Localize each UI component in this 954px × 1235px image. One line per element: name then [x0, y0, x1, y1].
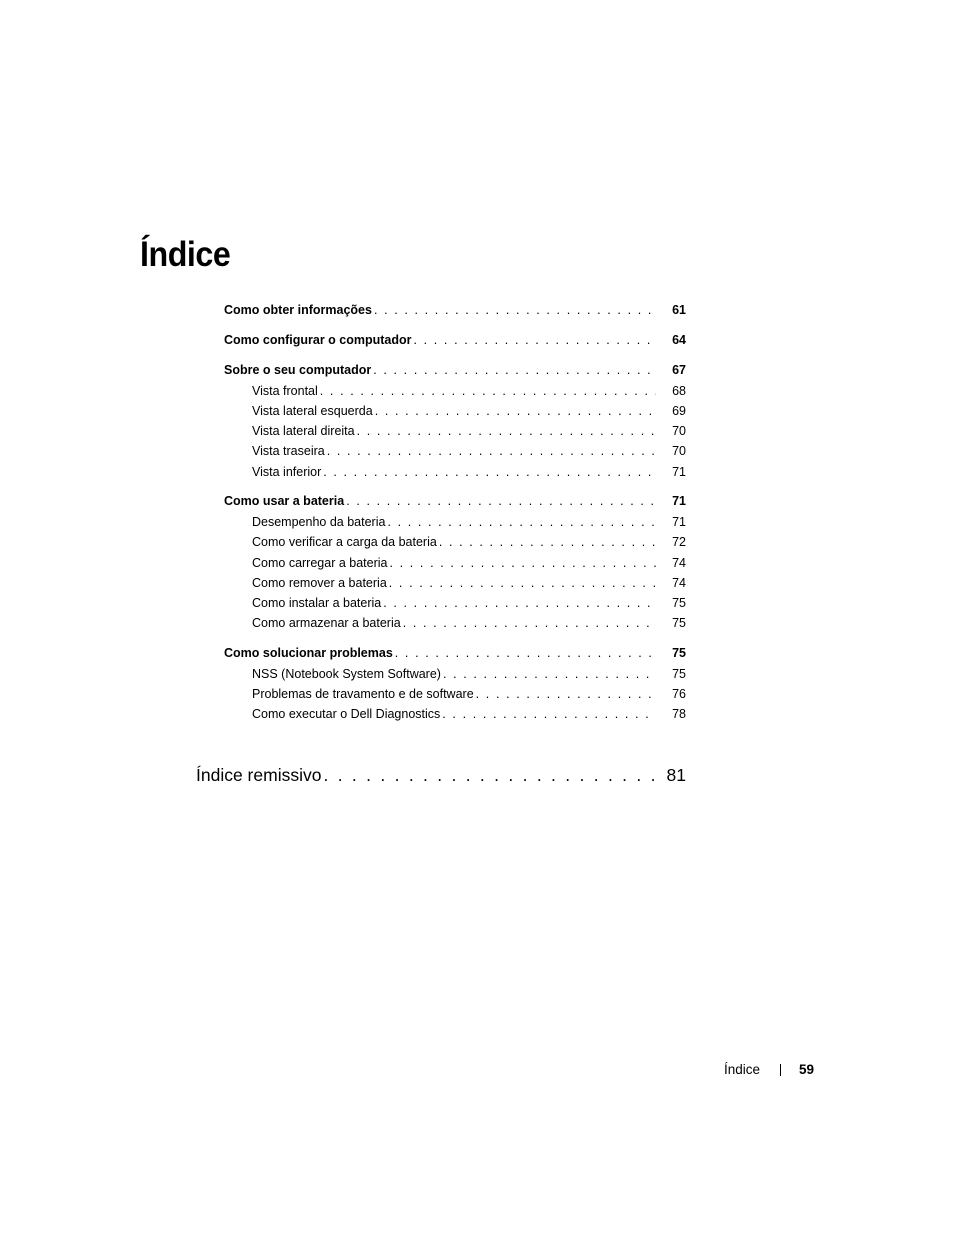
toc-entry-page: 78	[672, 707, 686, 722]
dot-leader	[320, 384, 656, 398]
toc-entry-page: 72	[672, 535, 686, 550]
toc-entry-label: Como armazenar a bateria	[252, 616, 401, 631]
toc-entry[interactable]	[224, 646, 686, 667]
toc-entry-page: 75	[672, 616, 686, 631]
dot-leader	[346, 494, 656, 508]
toc-entry[interactable]	[224, 616, 686, 636]
toc-entry-label: Vista inferior	[252, 464, 322, 479]
toc-entry-label: Desempenho da bateria	[252, 514, 386, 529]
toc-entry-page: 76	[672, 687, 686, 702]
toc-entry-page: 81	[666, 765, 686, 785]
dot-leader	[323, 765, 658, 786]
table-of-contents	[224, 303, 686, 728]
dot-leader	[357, 424, 656, 438]
toc-entry[interactable]	[224, 707, 686, 727]
toc-entry-page: 75	[672, 596, 686, 611]
toc-entry-index[interactable]	[196, 765, 686, 786]
dot-leader	[476, 687, 656, 701]
toc-entry-label: Vista lateral esquerda	[252, 403, 373, 418]
dot-leader	[327, 444, 656, 458]
toc-entry[interactable]	[224, 515, 686, 535]
footer-divider	[780, 1064, 781, 1076]
toc-entry-label: Vista frontal	[252, 383, 318, 398]
toc-entry-label: Sobre o seu computador	[224, 363, 372, 377]
toc-entry-page: 70	[672, 444, 686, 459]
toc-entry-label: Índice remissivo	[196, 765, 322, 785]
toc-entry-label: Problemas de travamento e de software	[252, 687, 474, 702]
toc-entry[interactable]	[224, 687, 686, 707]
toc-entry-page: 71	[672, 464, 686, 479]
toc-entry-label: Como configurar o computador	[224, 333, 412, 347]
dot-leader	[383, 596, 656, 610]
page-footer	[700, 1062, 814, 1077]
dot-leader	[395, 646, 656, 660]
toc-entry-page: 71	[672, 514, 686, 529]
dot-leader	[389, 556, 656, 570]
toc-entry[interactable]	[224, 535, 686, 555]
toc-entry[interactable]	[224, 363, 686, 384]
dot-leader	[443, 667, 656, 681]
toc-entry-label: Vista traseira	[252, 444, 325, 459]
toc-entry-label: Como carregar a bateria	[252, 555, 388, 570]
dot-leader	[439, 535, 656, 549]
toc-entry[interactable]	[224, 424, 686, 444]
dot-leader	[374, 303, 656, 317]
toc-entry-page: 75	[672, 646, 686, 661]
toc-entry[interactable]	[224, 556, 686, 576]
footer-page-number: 59	[798, 1062, 814, 1077]
toc-entry[interactable]	[224, 465, 686, 485]
toc-entry[interactable]	[224, 444, 686, 464]
toc-entry-page: 69	[672, 403, 686, 418]
toc-entry-label: Como obter informações	[224, 303, 372, 317]
toc-entry[interactable]	[224, 596, 686, 616]
toc-entry-label: Como remover a bateria	[252, 575, 387, 590]
dot-leader	[375, 404, 656, 418]
toc-entry-page: 71	[672, 494, 686, 509]
dot-leader	[323, 465, 656, 479]
toc-entry-page: 67	[672, 363, 686, 377]
toc-entry-label: Como solucionar problemas	[224, 646, 393, 661]
toc-entry[interactable]	[224, 384, 686, 404]
toc-entry-label: NSS (Notebook System Software)	[252, 666, 441, 681]
toc-entry[interactable]	[224, 303, 686, 324]
toc-entry-page: 68	[672, 383, 686, 398]
toc-entry-label: Como verificar a carga da bateria	[252, 535, 437, 550]
dot-leader	[373, 363, 656, 377]
toc-entry[interactable]	[224, 404, 686, 424]
toc-entry[interactable]	[224, 667, 686, 687]
toc-entry-page: 75	[672, 666, 686, 681]
dot-leader	[414, 333, 657, 347]
dot-leader	[442, 707, 656, 721]
toc-entry-page: 64	[672, 333, 686, 347]
dot-leader	[387, 515, 656, 529]
toc-entry-label: Como instalar a bateria	[252, 596, 382, 611]
toc-entry[interactable]	[224, 494, 686, 515]
toc-entry-page: 74	[672, 555, 686, 570]
footer-section-label: Índice	[723, 1062, 760, 1077]
toc-entry-label: Vista lateral direita	[252, 424, 355, 439]
toc-entry[interactable]	[224, 576, 686, 596]
dot-leader	[389, 576, 656, 590]
toc-entry-page: 70	[672, 424, 686, 439]
toc-entry[interactable]	[224, 333, 686, 354]
toc-entry-label: Como usar a bateria	[224, 494, 345, 509]
dot-leader	[403, 616, 656, 630]
toc-entry-page: 61	[672, 303, 686, 317]
toc-entry-label: Como executar o Dell Diagnostics	[252, 707, 441, 722]
toc-entry-page: 74	[672, 575, 686, 590]
page-title: Índice	[140, 235, 231, 275]
